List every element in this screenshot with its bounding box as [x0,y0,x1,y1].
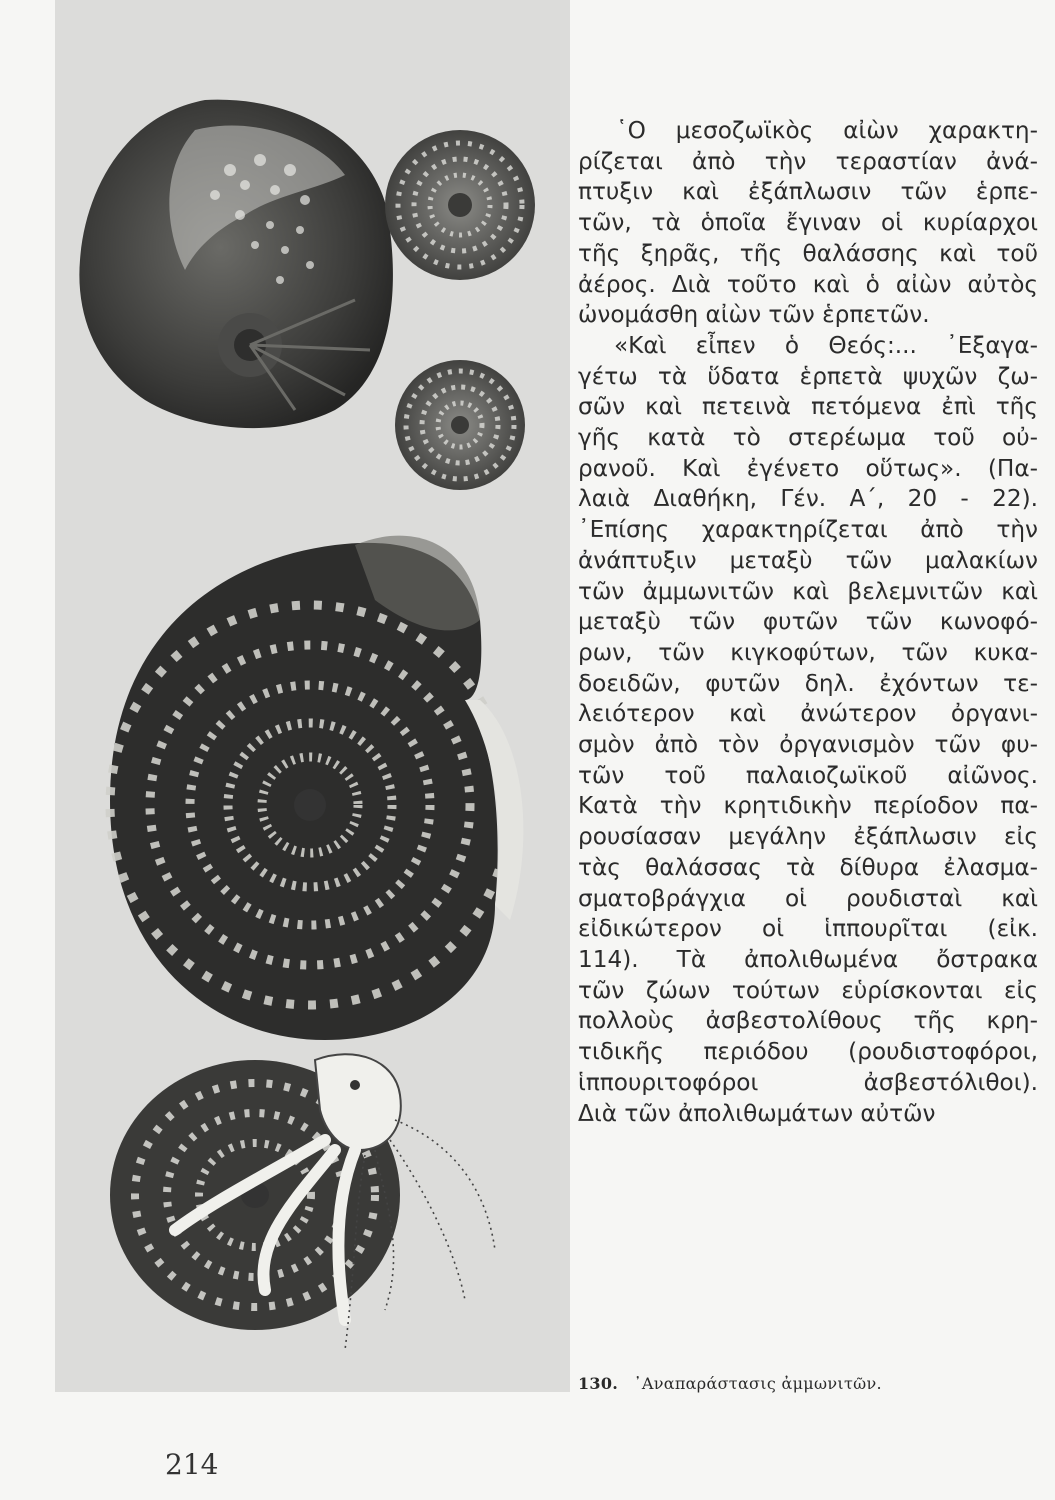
body-text-line: τῶν τοῦ παλαιοζωϊκοῦ αἰῶνος. [578,761,1038,789]
body-text-line: ρίζεται ἀπὸ τὴν τεραστίαν ἀνά- [578,147,1038,175]
figure-caption [578,1374,882,1393]
body-text-line: τῶν ἀμμωνιτῶν καὶ βελεμνιτῶν καὶ [578,577,1038,605]
body-text-line: «Καὶ εἶπεν ὁ Θεός:... ᾿Εξαγα- [614,331,1038,359]
body-text-line: τιδικῆς περιόδου (ρουδιστοφόροι, [578,1038,1038,1066]
caption-number: 130. [578,1374,619,1393]
body-text-line: ρουσίασαν μεγάλην ἐξάπλωσιν εἰς [578,823,1038,851]
body-text-line: τῶν, τὰ ὁποῖα ἔγιναν οἱ κυρίαρχοι [578,209,1038,237]
body-text-line: ρανοῦ. Καὶ ἐγένετο οὕτως». (Πα- [578,454,1038,482]
body-text-line: ἀνάπτυξιν μεταξὺ τῶν μαλακίων [578,546,1038,574]
ammonite-fossil-small-top [385,130,535,280]
body-text-line: ῾Ο μεσοζωϊκὸς αἰὼν χαρακτη- [616,117,1038,144]
body-text-line: εἰδικώτερον οἱ ἱππουρῖται (εἰκ. [578,915,1038,943]
body-text-line: τῆς ξηρᾶς, τῆς θαλάσσης καὶ τοῦ [578,239,1038,267]
body-text-line: μεταξὺ τῶν φυτῶν τῶν κωνοφό- [578,608,1038,636]
body-text-line: ὠνομάσθη αἰὼν τῶν ἑρπετῶν. [578,301,930,329]
body-text-line: σῶν καὶ πετεινὰ πετόμενα ἐπὶ τῆς [578,393,1038,421]
body-text-line: ᾿Επίσης χαρακτηρίζεται ἀπὸ τὴν [578,516,1038,544]
ammonite-fossil-top-left [79,100,393,428]
body-text-line: πολλοὺς ἀσβεστολίθους τῆς κρη- [578,1007,1038,1035]
body-text-line: πτυξιν καὶ ἐξάπλωσιν τῶν ἑρπε- [578,178,1038,206]
body-text-line: γῆς κατὰ τὸ στερέωμα τοῦ οὐ- [578,424,1038,452]
body-text-line: σματοβράγχια οἱ ρουδισταὶ καὶ [578,884,1038,912]
body-text-line: ἀέρος. Διὰ τοῦτο καὶ ὁ αἰὼν αὐτὸς [578,270,1038,298]
page-number: 214 [165,1448,219,1481]
body-text-line: λαιὰ Διαθήκη, Γέν. Α΄, 20 - 22). [578,485,1038,513]
ammonite-illustration [55,0,570,1392]
body-text-line: γέτω τὰ ὕδατα ἑρπετὰ ψυχῶν ζω- [578,362,1038,390]
body-text-line: τῶν ζώων τούτων εὑρίσκονται εἰς [578,976,1038,1004]
ammonite-reconstruction [110,1054,495,1350]
ammonite-fossil-large [110,536,523,1040]
body-text-line: δοειδῶν, φυτῶν δηλ. ἐχόντων τε- [578,669,1038,697]
body-text-line: Διὰ τῶν ἀπολιθωμάτων αὐτῶν [578,1099,936,1127]
caption-text: ᾿Αναπαράστασις ἀμμωνιτῶν. [633,1374,882,1393]
body-text-line: Κατὰ τὴν κρητιδικὴν περίοδον πα- [578,792,1038,820]
body-text-line: λειότερον καὶ ἀνώτερον ὀργανι- [578,700,1038,728]
body-text-line: σμὸν ἀπὸ τὸν ὀργανισμὸν τῶν φυ- [578,731,1038,759]
body-text [578,116,1038,1129]
body-text-line: ἱππουριτοφόροι ἀσβεστόλιθοι). [578,1068,1038,1096]
ammonite-plate [55,0,570,1392]
body-text-line: ρων, τῶν κιγκοφύτων, τῶν κυκα- [578,638,1038,666]
body-text-line: 114). Τὰ ἀπολιθωμένα ὄστρακα [578,945,1038,973]
ammonite-fossil-small-middle [395,360,525,490]
body-text-line: τὰς θαλάσσας τὰ δίθυρα ἐλασμα- [578,853,1038,881]
